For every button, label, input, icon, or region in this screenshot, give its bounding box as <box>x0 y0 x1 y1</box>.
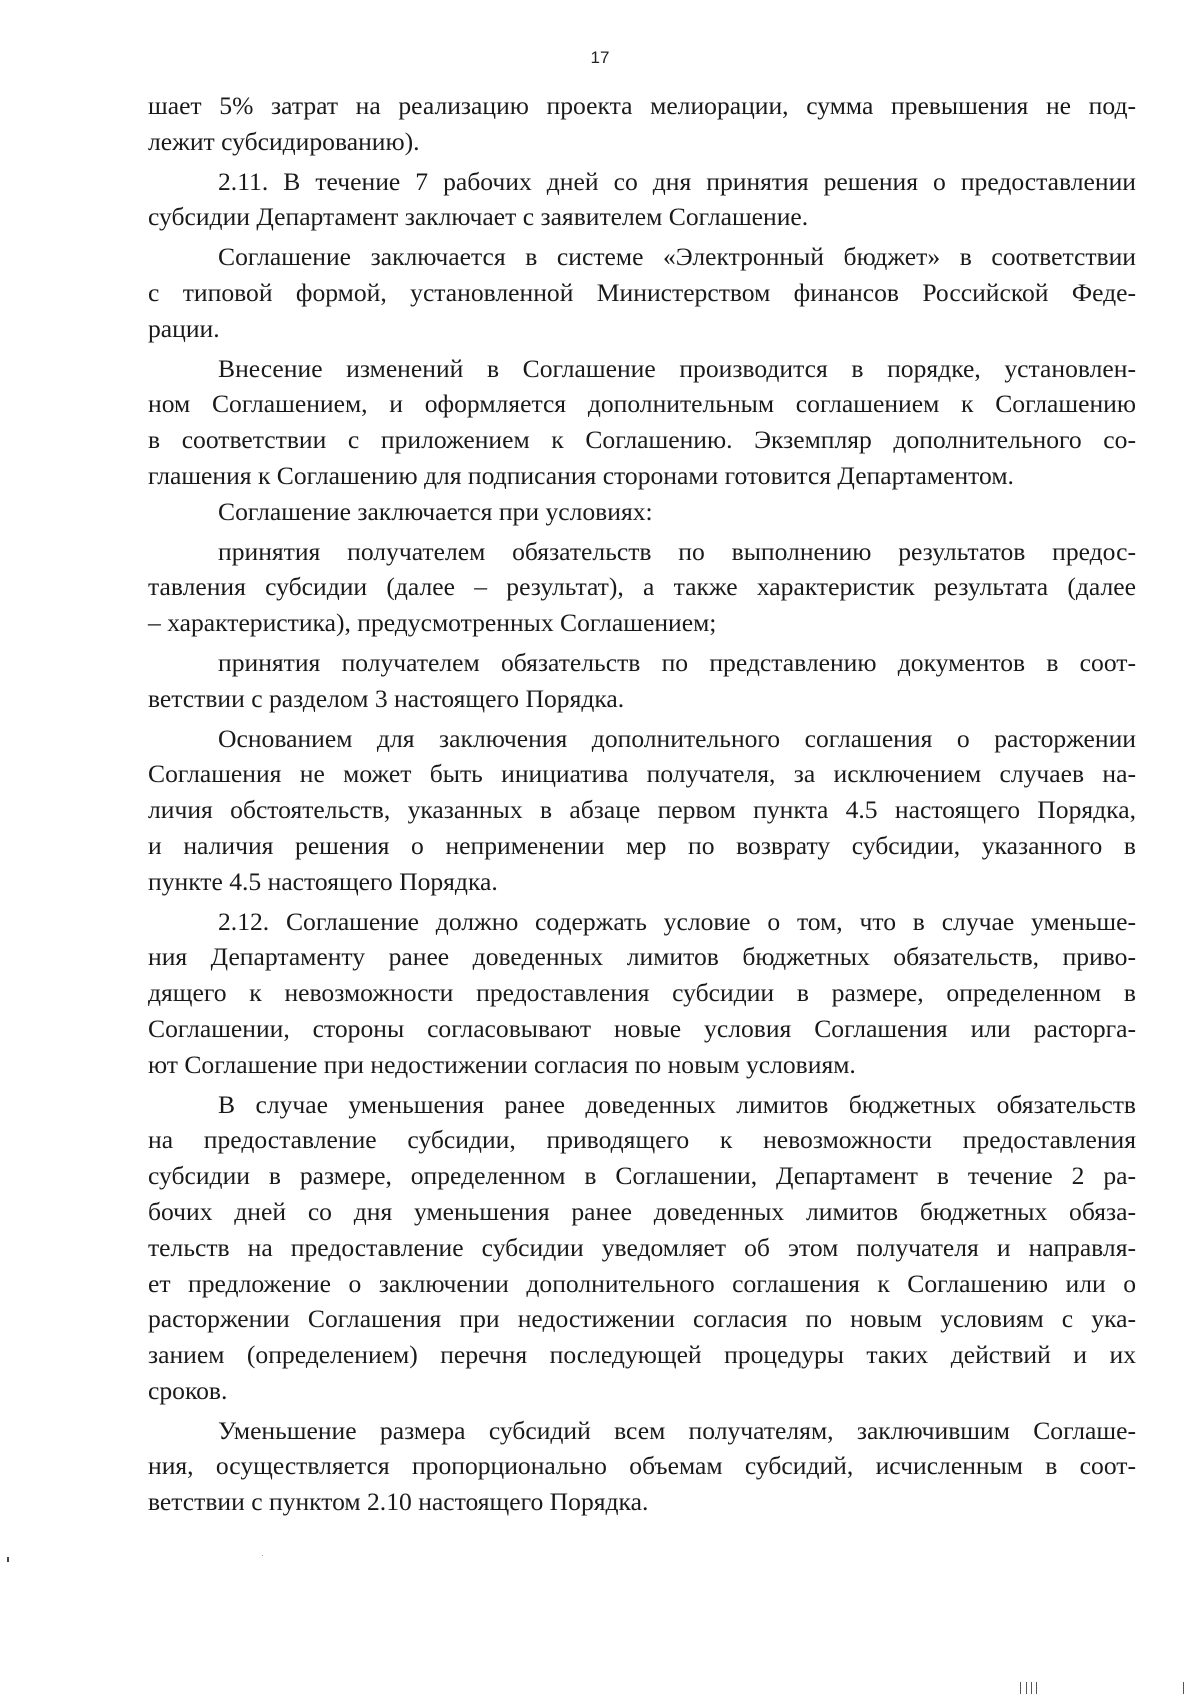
paragraph-electronic-budget <box>148 239 1136 346</box>
text-line: ветствии с разделом 3 настоящего Порядка. <box>148 683 625 713</box>
text-line: расторжении Соглашения при недостижении согласия по новым условиям с ука- <box>148 1304 1136 1334</box>
text-line: Соглашение заключается при условиях: <box>218 496 653 526</box>
text-line: – характеристика), предусмотренных Соглашением; <box>148 608 717 638</box>
text-line: ния Департаменту ранее доведенных лимитов бюджетных обязательств, приво- <box>148 942 1136 972</box>
scan-artifact <box>1031 1682 1032 1694</box>
scan-artifact <box>7 1557 9 1562</box>
text-line: в соответствии с приложением к Соглашению. Экземпляр дополнительного со- <box>148 425 1136 455</box>
text-line: ветствии с пунктом 2.10 настоящего Порядка. <box>148 1487 649 1517</box>
text-line: Уменьшение размера субсидий всем получателям, заключившим Соглаше- <box>218 1415 1136 1445</box>
text-line: дящего к невозможности предоставления субсидии в размере, определенном в <box>148 978 1136 1008</box>
text-line: принятия получателем обязательств по выполнению результатов предос- <box>218 536 1136 566</box>
text-line: ния, осуществляется пропорционально объемам субсидий, исчисленным в соот- <box>148 1451 1136 1481</box>
text-line: занием (определением) перечня последующей процедуры таких действий и их <box>148 1340 1136 1370</box>
text-line: пункте 4.5 настоящего Порядка. <box>148 866 498 896</box>
text-line: личия обстоятельств, указанных в абзаце первом пункта 4.5 настоящего Порядка, <box>148 795 1136 825</box>
text-line: субсидии в размере, определенном в Соглашении, Департамент в течение 2 ра- <box>148 1161 1136 1191</box>
text-line: и наличия решения о неприменении мер по возврату субсидии, указанного в <box>148 830 1136 860</box>
text-line: Соглашения не может быть инициатива получателя, за исключением случаев на- <box>148 759 1136 789</box>
text-line: 2.12. Соглашение должно содержать условие о том, что в случае уменьше- <box>218 906 1136 936</box>
text-line: Соглашение заключается в системе «Электронный бюджет» в соответствии <box>218 242 1136 272</box>
paragraph-condition-results <box>148 534 1136 641</box>
text-line: Основанием для заключения дополнительного соглашения о расторжении <box>218 723 1136 753</box>
text-line: ет предложение о заключении дополнительного соглашения к Соглашению или о <box>148 1268 1136 1298</box>
text-line: 2.11. В течение 7 рабочих дней со дня принятия решения о предоставлении <box>218 166 1136 196</box>
paragraph-limits-reduction <box>148 1087 1136 1409</box>
paragraph-continuation <box>148 88 1136 160</box>
scan-artifact <box>1036 1682 1037 1694</box>
text-line: рации. <box>148 313 220 343</box>
paragraph-proportional-reduction <box>148 1413 1136 1520</box>
text-line: ют Соглашение при недостижении согласия по новым условиям. <box>148 1049 856 1079</box>
paragraph-condition-documents <box>148 645 1136 717</box>
document-text <box>148 88 1136 1520</box>
text-line: бочих дней со дня уменьшения ранее доведенных лимитов бюджетных обяза- <box>148 1196 1136 1226</box>
text-line: ном Соглашением, и оформляется дополнительным соглашением к Соглашению <box>148 389 1136 419</box>
text-line: на предоставление субсидии, приводящего к невозможности предоставления <box>148 1125 1136 1155</box>
paragraph-amendments <box>148 351 1136 494</box>
text-line: сроков. <box>148 1375 228 1405</box>
text-line: тавления субсидии (далее – результат), а также характеристик результата (далее <box>148 572 1136 602</box>
scan-artifact <box>1020 1682 1021 1694</box>
text-line: лежит субсидированию). <box>148 126 420 156</box>
text-line: Соглашении, стороны согласовывают новые условия Соглашения или расторга- <box>148 1013 1136 1043</box>
scan-artifact <box>1026 1682 1027 1694</box>
text-line: Внесение изменений в Соглашение производится в порядке, установлен- <box>218 353 1136 383</box>
text-line: шает 5% затрат на реализацию проекта мелиорации, сумма превышения не под- <box>148 91 1136 120</box>
text-line: субсидии Департамент заключает с заявителем Соглашение. <box>148 202 809 232</box>
paragraph-2-12 <box>148 904 1136 1083</box>
text-line: с типовой формой, установленной Министерством финансов Российской Феде- <box>148 277 1136 307</box>
paragraph-conditions <box>148 494 1136 530</box>
text-line: принятия получателем обязательств по представлению документов в соот- <box>218 647 1136 677</box>
paragraph-termination-basis <box>148 721 1136 900</box>
scan-artifact <box>1183 1682 1184 1694</box>
text-line: В случае уменьшения ранее доведенных лимитов бюджетных обязательств <box>218 1089 1136 1119</box>
paragraph-2-11 <box>148 164 1136 236</box>
scan-artifact <box>262 1555 263 1556</box>
page-number: 17 <box>590 48 610 67</box>
text-line: тельств на предоставление субсидии уведомляет об этом получателя и направля- <box>148 1232 1136 1262</box>
text-line: глашения к Соглашению для подписания сторонами готовится Департаментом. <box>148 460 1014 490</box>
